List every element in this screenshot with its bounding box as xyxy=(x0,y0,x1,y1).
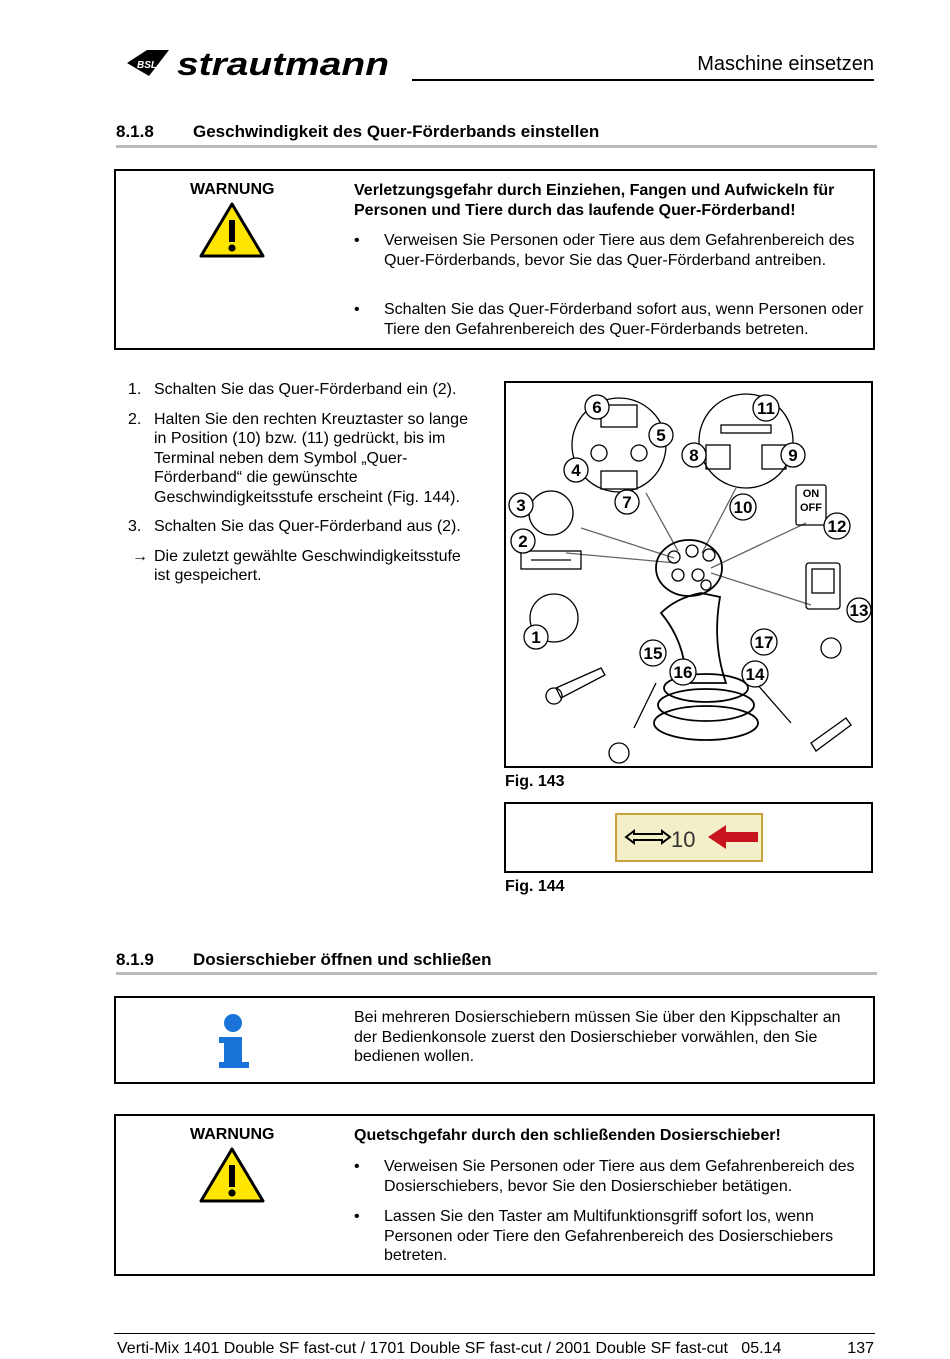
callout-4 xyxy=(564,458,588,482)
section-rule xyxy=(116,972,877,975)
warning-triangle-icon xyxy=(198,201,266,259)
header-rule xyxy=(412,79,874,81)
warning-box: WARNUNG Verletzungsgefahr durch Einziehen, Fangen und Aufwickeln für Personen und Tiere durch das laufende Quer-Förderband! • Verweisen Sie Personen oder Tiere aus dem Gefahrenbereich des Quer-Förderbands, bevor Sie das Quer-Förderband antreiben. • Schalten Sie das Quer-Förderband sofort aus, wenn Personen oder Tiere den Gefahrenbereich des Quer-Förderbands betreten. xyxy=(114,169,875,350)
svg-text:16: 16 xyxy=(673,663,693,682)
svg-text:13: 13 xyxy=(849,601,869,620)
callout-8 xyxy=(682,443,706,467)
warning-label: WARNUNG xyxy=(190,1126,275,1143)
info-icon xyxy=(214,1012,254,1072)
svg-text:3: 3 xyxy=(516,496,526,515)
svg-text:15: 15 xyxy=(643,644,663,663)
info-text: Bei mehreren Dosierschiebern müssen Sie über den Kippschalter an der Bedienkonsole zuerst den Dosierschieber vorwählen, den Sie bedienen wollen. xyxy=(354,1009,841,1065)
step-item: 2. Halten Sie den rechten Kreuztaster so lange in Position (10) bzw. (11) gedrückt, bis im Terminal neben dem Symbol „Quer-Förderband“ die gewünschte Geschwindigkeitsstufe erscheint (Fig. 144). xyxy=(128,410,468,506)
svg-text:BSL: BSL xyxy=(137,60,157,71)
callout-2 xyxy=(511,529,535,553)
svg-text:OFF: OFF xyxy=(800,502,822,514)
callout-17 xyxy=(751,629,777,655)
warning-label: WARNUNG xyxy=(190,181,275,198)
svg-text:strautmann: strautmann xyxy=(177,46,389,80)
callout-12 xyxy=(824,513,850,539)
speed-value: 10 xyxy=(671,827,696,852)
callout-10 xyxy=(730,494,756,520)
page-number: 137 xyxy=(847,1340,874,1357)
section-rule xyxy=(116,145,877,148)
svg-text:8: 8 xyxy=(689,446,699,465)
callout-7 xyxy=(615,490,639,514)
figure-143-caption: Fig. 143 xyxy=(505,773,565,790)
warning-triangle-icon xyxy=(198,1146,266,1204)
svg-text:5: 5 xyxy=(656,426,666,445)
figure-143 xyxy=(504,381,873,768)
callout-3 xyxy=(509,493,533,517)
terminal-display-snippet xyxy=(506,804,871,871)
callout-14 xyxy=(742,661,768,687)
footer-rule xyxy=(114,1333,875,1334)
svg-text:4: 4 xyxy=(571,461,581,480)
svg-text:14: 14 xyxy=(745,665,765,684)
svg-text:7: 7 xyxy=(622,493,632,512)
section-heading-818 xyxy=(116,122,877,152)
joystick-diagram xyxy=(506,383,871,766)
svg-text:9: 9 xyxy=(788,446,798,465)
svg-text:17: 17 xyxy=(754,633,774,652)
callout-5 xyxy=(649,423,673,447)
callout-13 xyxy=(847,598,871,622)
header-title: Maschine einsetzen xyxy=(697,53,874,75)
step-item: 1. Schalten Sie das Quer-Förderband ein (2). xyxy=(128,381,457,398)
warning-headline: Verletzungsgefahr durch Einziehen, Fangen und Aufwickeln für Personen und Tiere durch das laufende Quer-Förderband! xyxy=(354,182,835,219)
figure-144-caption: Fig. 144 xyxy=(505,878,565,895)
section-number: 8.1.8 xyxy=(116,122,154,141)
svg-text:12: 12 xyxy=(827,517,847,536)
warning-headline: Quetschgefahr durch den schließenden Dosierschieber! xyxy=(354,1127,781,1144)
section-heading-819 xyxy=(116,950,877,980)
footer-text: Verti-Mix 1401 Double SF fast-cut / 1701 Double SF fast-cut / 2001 Double SF fast-cut 05.14 xyxy=(117,1340,782,1357)
svg-text:11: 11 xyxy=(757,399,775,418)
section-title: Geschwindigkeit des Quer-Förderbands einstellen xyxy=(193,122,600,141)
svg-text:1: 1 xyxy=(531,628,541,647)
svg-text:2: 2 xyxy=(518,532,528,551)
instruction-steps xyxy=(128,380,478,596)
callout-1 xyxy=(524,625,548,649)
step-item: 3. Schalten Sie das Quer-Förderband aus (2). xyxy=(128,518,461,535)
callout-11 xyxy=(753,395,779,421)
warning-box: WARNUNG Quetschgefahr durch den schließenden Dosierschieber! • Verweisen Sie Personen oder Tiere aus dem Gefahrenbereich des Dosierschiebers, bevor Sie den Dosierschieber betätigen. • Lassen Sie den Taster am Multifunktionsgriff sofort los, wenn Personen oder Tiere den Gefahrenbereich des Dosierschiebers betreten. xyxy=(114,1114,875,1276)
callout-6 xyxy=(585,395,609,419)
callout-16 xyxy=(670,659,696,685)
figure-144 xyxy=(504,802,873,873)
section-title: Dosierschieber öffnen und schließen xyxy=(193,950,492,969)
svg-text:10: 10 xyxy=(733,498,753,517)
step-result: → Die zuletzt gewählte Geschwindigkeitsstufe ist gespeichert. xyxy=(132,547,461,584)
section-number: 8.1.9 xyxy=(116,950,154,969)
callout-15 xyxy=(640,640,666,666)
callout-9 xyxy=(781,443,805,467)
svg-text:6: 6 xyxy=(592,398,602,417)
strautmann-logo xyxy=(125,46,395,80)
callout-labels xyxy=(509,395,871,687)
info-box xyxy=(114,996,875,1084)
svg-text:ON: ON xyxy=(802,488,820,500)
